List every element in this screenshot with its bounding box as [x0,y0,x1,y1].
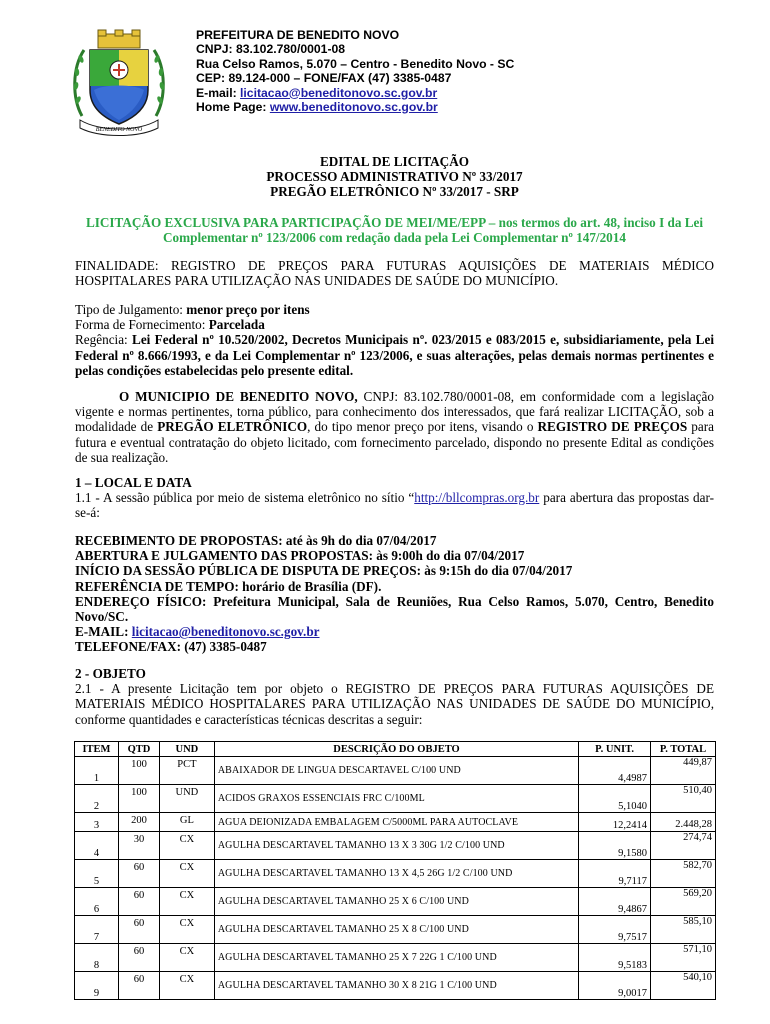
info-block [75,302,714,378]
schedule-block [75,533,714,655]
items-table [74,741,716,1000]
table-row: 4 30 CX AGULHA DESCARTAVEL TAMANHO 13 X 3 30G 1/2 C/100 UND 9,1580 274,74 [75,832,716,860]
table-row: 8 60 CX AGULHA DESCARTAVEL TAMANHO 25 X 7 22G 1 C/100 UND 9,5183 571,10 [75,944,716,972]
org-cnpj: CNPJ: 83.102.780/0001-08 [196,42,346,57]
section-2 [75,666,714,727]
exclusive-notice: LICITAÇÃO EXCLUSIVA PARA PARTICIPAÇÃO DE MEI/ME/EPP – nos termos do art. 48, inciso I da Lei Complementar nº 123/2006 com redação dada pela Lei Complementar nº 147/2014 [85,215,704,246]
section-2-heading: 2 - OBJETO [75,666,146,681]
homepage-link[interactable]: www.beneditonovo.sc.gov.br [269,100,438,115]
tipo-julgamento: Tipo de Julgamento: menor preço por itens [75,302,310,317]
col-item: ITEM [75,742,119,757]
referencia-tempo: REFERÊNCIA DE TEMPO: horário de Brasília (DF). [75,578,382,594]
col-qtd: QTD [118,742,159,757]
table-row: 6 60 CX AGULHA DESCARTAVEL TAMANHO 25 X 6 C/100 UND 9,4867 569,20 [75,888,716,916]
section-1 [75,475,714,521]
finalidade: FINALIDADE: REGISTRO DE PREÇOS PARA FUTURAS AQUISIÇÕES DE MATERIAIS MÉDICO HOSPITALARES PARA UTILIZAÇÃO NAS UNIDADES DE SAÚDE DO MUNICÍPIO. [75,258,714,289]
endereco-fisico: ENDEREÇO FÍSICO: Prefeitura Municipal, Sala de Reuniões, Rua Celso Ramos, 5.070, Centro, Benedito Novo/SC. [75,593,714,625]
col-und: UND [159,742,214,757]
table-row: 3 200 GL AGUA DEIONIZADA EMBALAGEM C/5000ML PARA AUTOCLAVE 12,2414 2.448,28 [75,813,716,832]
table-row: 1 100 PCT ABAIXADOR DE LINGUA DESCARTAVEL C/100 UND 4,4987 449,87 [75,757,716,785]
table-row: 5 60 CX AGULHA DESCARTAVEL TAMANHO 13 X 4,5 26G 1/2 C/100 UND 9,7117 582,70 [75,860,716,888]
org-homepage: Home Page: www.beneditonovo.sc.gov.br [196,100,438,115]
col-descricao: DESCRIÇÃO DO OBJETO [214,742,578,757]
recebimento: RECEBIMENTO DE PROPOSTAS: até às 9h do dia 07/04/2017 [75,533,437,548]
section-1-text: 1.1 - A sessão pública por meio de sistema eletrônico no sítio “http://bllcompras.org.br para abertura das propostas dar-se-á: [75,490,714,521]
org-name: PREFEITURA DE BENEDITO NOVO [196,28,400,42]
table-header-row [75,742,716,757]
crest-banner-text: BENEDITO NOVO [95,127,143,133]
org-cep-phone: CEP: 89.124-000 – FONE/FAX (47) 3385-0487 [196,71,452,86]
org-address: Rua Celso Ramos, 5.070 – Centro - Benedito Novo - SC [196,56,515,71]
col-p-total: P. TOTAL [651,742,716,757]
table-row: 2 100 UND ACIDOS GRAXOS ESSENCIAIS FRC C/100ML 5,1040 510,40 [75,785,716,813]
title-line-2: PROCESSO ADMINISTRATIVO Nº 33/2017 [266,169,523,185]
edital-title [75,154,714,200]
bll-link[interactable]: http://bllcompras.org.br [414,490,540,506]
section-2-text: 2.1 - A presente Licitação tem por objeto o REGISTRO DE PREÇOS PARA FUTURAS AQUISIÇÕES DE MATERIAIS MÉDICO HOSPITALARES PARA UTILIZAÇÃO NAS UNIDADES DE SAÚDE DO MUNICÍPIO, conforme quantidades e características técnicas descritas a seguir: [75,681,714,727]
table-row: 7 60 CX AGULHA DESCARTAVEL TAMANHO 25 X 8 C/100 UND 9,7517 585,10 [75,916,716,944]
title-line-3: PREGÃO ELETRÔNICO Nº 33/2017 - SRP [270,184,519,200]
col-p-unit: P. UNIT. [579,742,651,757]
title-line-1: EDITAL DE LICITAÇÃO [319,154,469,169]
abertura: ABERTURA E JULGAMENTO DAS PROPOSTAS: às 9:00h do dia 07/04/2017 [75,548,525,564]
letterhead [196,28,514,114]
intro-paragraph: O MUNICIPIO DE BENEDITO NOVO, CNPJ: 83.102.780/0001-08, em conformidade com a legislação vigente e normas pertinentes, torna público, para conhecimento dos interessados, que fará realizar LICITAÇÃO, sob a modalidade de PREGÃO ELETRÔNICO, do tipo menor preço por itens, visando o REGISTRO DE PREÇOS para futura e eventual contratação do objeto licitado, com fornecimento parcelado, dispondo no presente Edital as condições de sua realização. [75,389,714,465]
table-row: 9 60 CX AGULHA DESCARTAVEL TAMANHO 30 X 8 21G 1 C/100 UND 9,0017 540,10 [75,972,716,1000]
email-link[interactable]: licitacao@beneditonovo.sc.gov.br [240,85,438,100]
inicio-sessao: INÍCIO DA SESSÃO PÚBLICA DE DISPUTA DE PREÇOS: às 9:15h do dia 07/04/2017 [75,563,573,579]
schedule-email: E-MAIL: licitacao@beneditonovo.sc.gov.br [75,624,320,640]
org-email: E-mail: licitacao@beneditonovo.sc.gov.br [196,85,438,100]
regencia: Regência: Lei Federal nº 10.520/2002, Decretos Municipais nº. 023/2015 e 083/2015 e, subsidiariamente, pela Lei Federal nº 8.666/1993, e da Lei Complementar nº 123/2006, e suas alterações, pelas demais normas pertinentes e pelas condições estabelecidas pelo presente edital. [75,332,714,378]
municipal-crest-icon [70,28,168,136]
section-1-heading: 1 – LOCAL E DATA [75,475,192,490]
schedule-email-link[interactable]: licitacao@beneditonovo.sc.gov.br [131,624,320,640]
telefone: TELEFONE/FAX: (47) 3385-0487 [75,639,267,655]
forma-fornecimento: Forma de Fornecimento: Parcelada [75,317,265,333]
